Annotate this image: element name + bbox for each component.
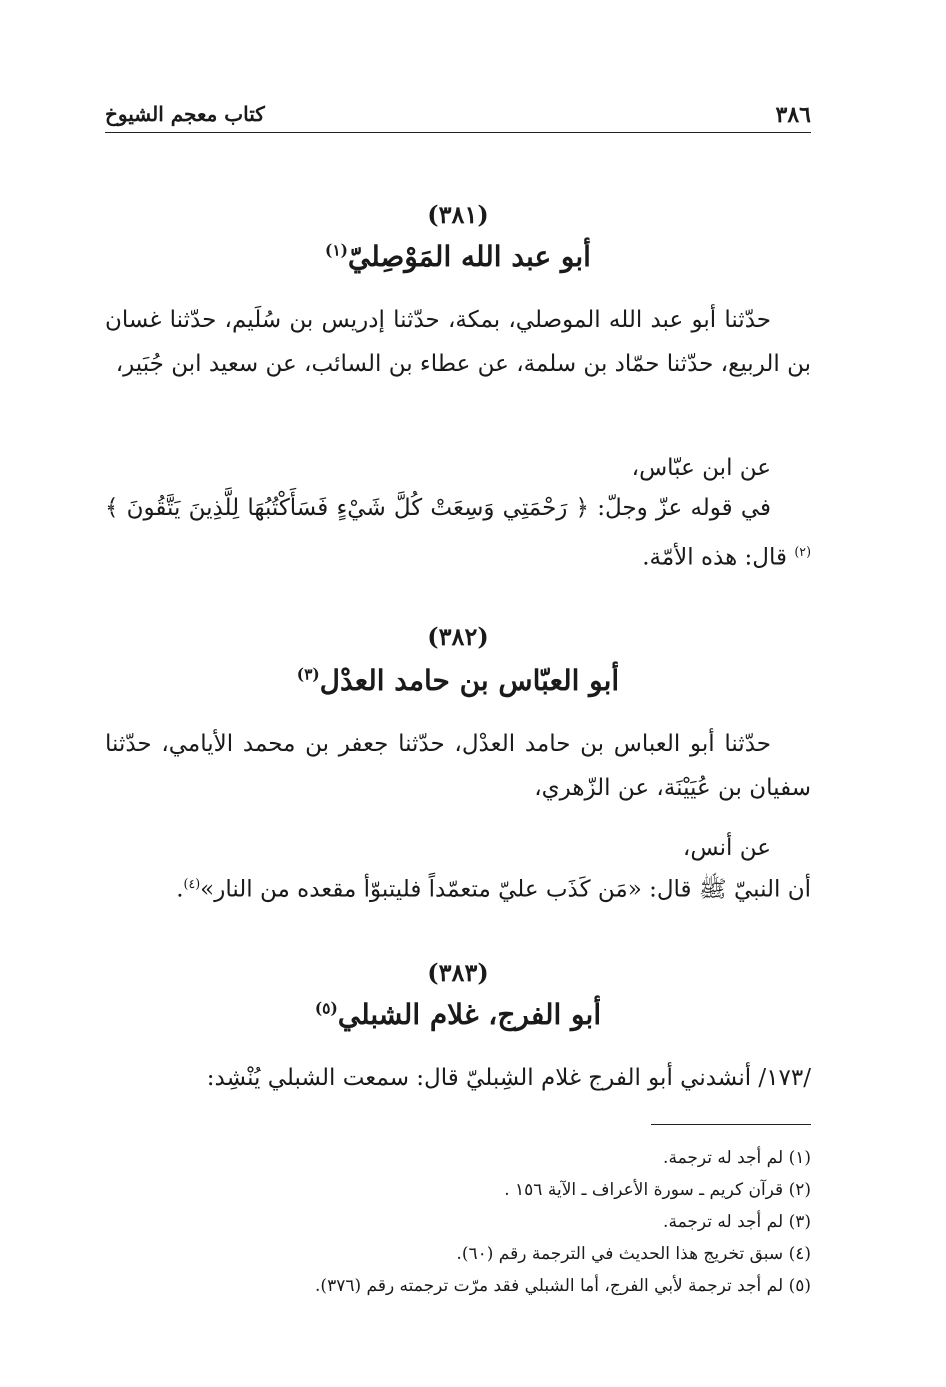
page-number: ٣٨٦: [775, 102, 811, 128]
footnote: (٣) لم أجد له ترجمة.: [663, 1212, 811, 1232]
book-title: كتاب معجم الشيوخ: [105, 102, 265, 126]
isnad-paragraph: حدّثنا أبو العباس بن حامد العدْل، حدّثنا جعفر بن محمد الأيامي، حدّثنا سفيان بن عُيَيْنَة، عن الزّهري،: [105, 731, 811, 801]
header-divider: [105, 132, 811, 133]
matn-paragraph: أن النبيّ ﷺ قال: «مَن كَذَب عليّ متعمّداً فليتبوّأ مقعده من النار»$^{(٤)}$.: [176, 876, 811, 903]
isnad-paragraph: حدّثنا أبو عبد الله الموصلي، بمكة، حدّثنا إدريس بن سُلَيم، حدّثنا غسان بن الربيع، حدّثنا حمّاد بن سلمة، عن عطاء بن السائب، عن سعيد ابن جُبَير،: [105, 307, 811, 377]
footnote: (٢) قرآن كريم ـ سورة الأعراف ـ الآية ١٥٦ .: [504, 1180, 811, 1200]
entry-number: (٣٨٣): [427, 958, 489, 987]
footnote-ref: (١): [325, 241, 348, 260]
entry-title: أبو الفرج، غلام الشبلي$^{(٥)}$: [314, 998, 602, 1031]
entry-title: أبو عبد الله المَوْصِليّ$^{(١)}$: [325, 240, 591, 273]
footnote: (٤) سبق تخريج هذا الحديث في الترجمة رقم (٦٠).: [456, 1244, 811, 1264]
entry-title: أبو العبّاس بن حامد العدْل$^{(٣)}$: [296, 664, 620, 697]
footnotes: [105, 1142, 811, 1302]
footnote-ref: (٥): [314, 999, 338, 1018]
narrator-line: عن ابن عبّاس،: [631, 455, 771, 481]
entry-number: (٣٨١): [427, 200, 489, 229]
footnote: (٥) لم أجد ترجمة لأبي الفرج، أما الشبلي فقد مرّت ترجمته رقم (٣٧٦).: [315, 1276, 811, 1296]
footnote-ref: (٤): [183, 876, 201, 891]
narrator-line: عن أنس،: [682, 835, 771, 861]
footnote-ref: (٣): [296, 665, 320, 684]
running-header: [105, 100, 811, 132]
footnote: (١) لم أجد له ترجمة.: [663, 1148, 811, 1168]
poem-intro: /١٧٣/ أنشدني أبو الفرج غلام الشِبليّ قال: سمعت الشبلي يُنْشِد:: [206, 1065, 811, 1091]
footnote-ref: (٢): [794, 544, 811, 559]
matn-paragraph: في قوله عزّ وجلّ: ﴿ رَحْمَتِي وَسِعَتْ كُلَّ شَيْءٍ فَسَأَكْتُبُهَا لِلَّذِينَ يَتَّقُونَ ﴾$^{(٢)}$ قال: هذه الأمّة.: [105, 495, 811, 571]
footnote-divider: [651, 1124, 811, 1125]
entry-number: (٣٨٢): [427, 622, 489, 651]
